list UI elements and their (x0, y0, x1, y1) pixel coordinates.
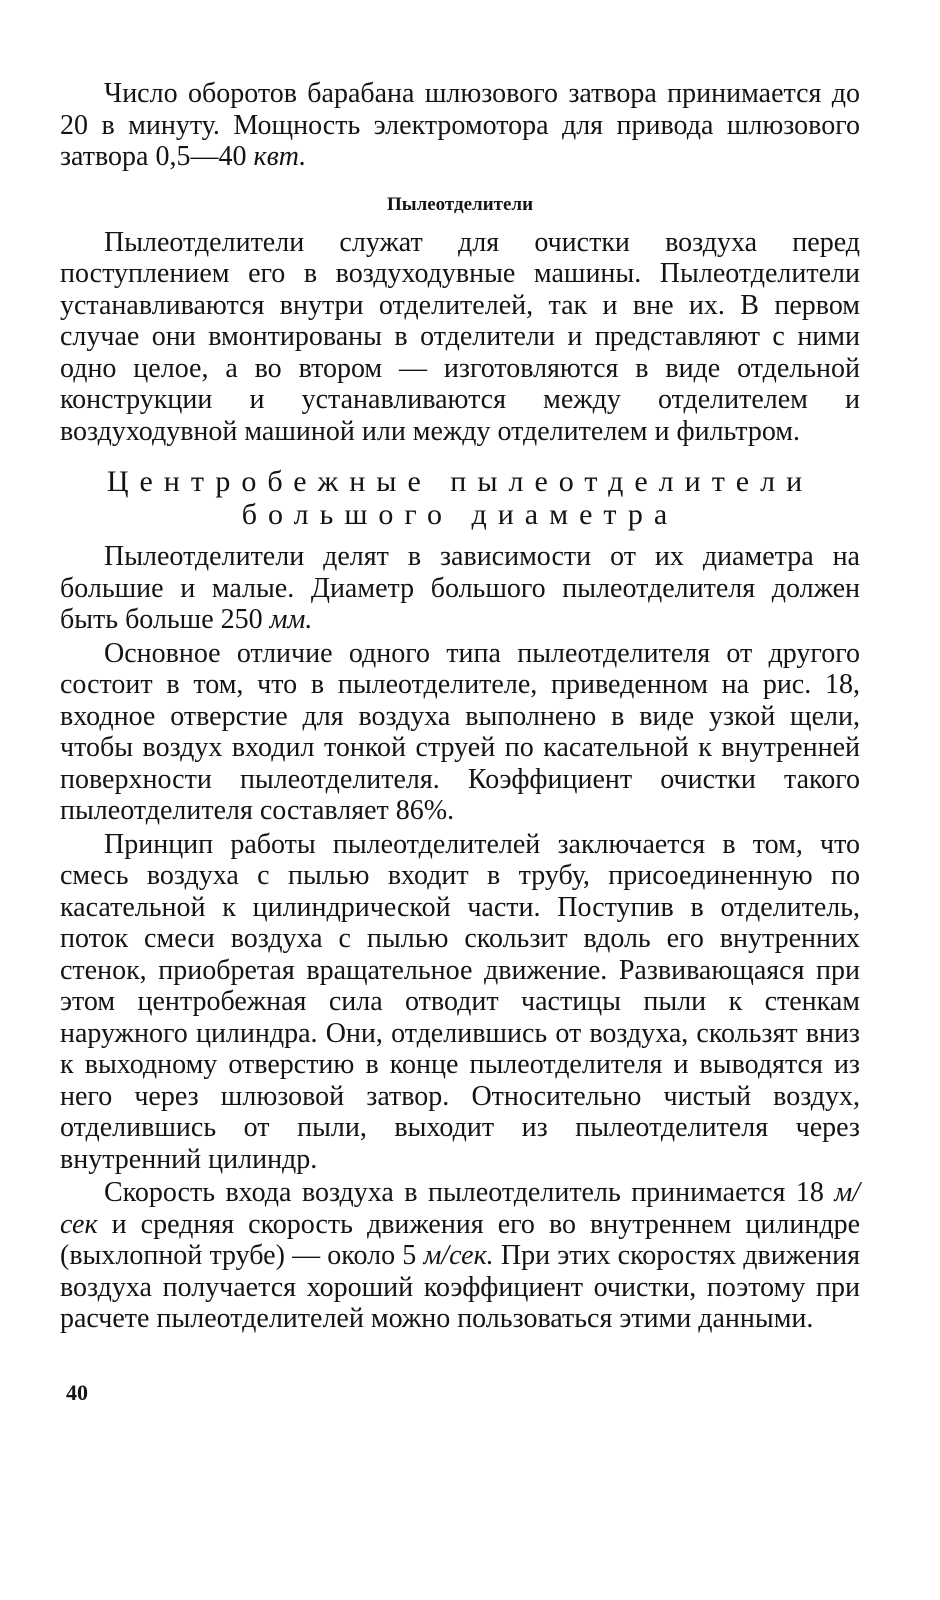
paragraph-diameter-text: Пылеотделители делят в зависимости от их диаметра на большие и малые. Диаметр большого пылеотделителя должен быть больше 250 (60, 541, 860, 635)
paragraph-sluice-gate (60, 78, 860, 173)
paragraph-sluice-gate-text: Число оборотов барабана шлюзового затвора принимается до 20 в минуту. Мощность электромотора для привода шлюзового затвора 0,5—40 (60, 78, 860, 172)
diameter-unit: мм. (269, 604, 313, 635)
page-number: 40 (66, 1380, 88, 1405)
subsection-heading-line-2: большого диаметра (241, 498, 679, 531)
air-speed-text-3: При этих скоростях движения воздуха получается хороший коэффициент очистки, поэтому при расчете пылеотделителей можно пользоваться этими данными. (60, 1240, 861, 1334)
subsection-heading-line-1: Центробежные пылеотделители (106, 465, 814, 498)
paragraph-main-difference: Основное отличие одного типа пылеотделителя от другого состоит в том, что в пылеотделителе, приведенном на рис. 18, входное отверстие для воздуха выполнено в виде узкой щели, чтобы воздух входил тонкой струей по касательной к внутренней поверхности пылеотделителя. Коэффициент очистки такого пылеотделителя составляет 86%. (60, 637, 860, 826)
air-speed-text-1: Скорость входа воздуха в пылеотделитель принимается 18 (104, 1177, 824, 1208)
speed-unit-1: м/сек (60, 1177, 860, 1240)
paragraph-air-speed (60, 1177, 860, 1335)
paragraph-operating-principle: Принцип работы пылеотделителей заключается в том, что смесь воздуха с пылью входит в трубу, присоединенную по касательной к цилиндрической части. Поступив в отделитель, поток смеси воздуха с пылью скользит вдоль его внутренних стенок, приобретая вращательное движение. Развивающаяся при этом центробежная сила отводит частицы пыли к стенкам наружного цилиндра. Они, отделившись от воздуха, скользят вниз к выходному отверстию в конце пылеотделителя и выводятся из него через шлюзовой затвор. Относительно чистый воздух, отделившись от пыли, выходит из пылеотделителя через внутренний цилиндр. (60, 828, 860, 1175)
section-heading: Пылеотделители (386, 193, 534, 215)
power-unit: квт. (253, 141, 307, 172)
speed-unit-2: м/сек. (423, 1240, 494, 1271)
paragraph-diameter (60, 541, 860, 636)
air-speed-text-2: и средняя скорость движения его во внутреннем цилиндре (выхлопной трубе) — около 5 (60, 1208, 860, 1271)
paragraph-dust-separators-purpose: Пылеотделители служат для очистки воздуха перед поступлением его в воздуходувные машины. Пылеотделители устанавливаются внутри отделителей, так и вне их. В первом случае они вмонтированы в отделители и представляют с ними одно целое, а во втором — изготовляются в виде отдельной конструкции и устанавливаются между отделителем и воздуходувной машиной или между отделителем и фильтром. (60, 226, 860, 447)
document-page (60, 78, 860, 1335)
subsection-heading (60, 465, 860, 531)
